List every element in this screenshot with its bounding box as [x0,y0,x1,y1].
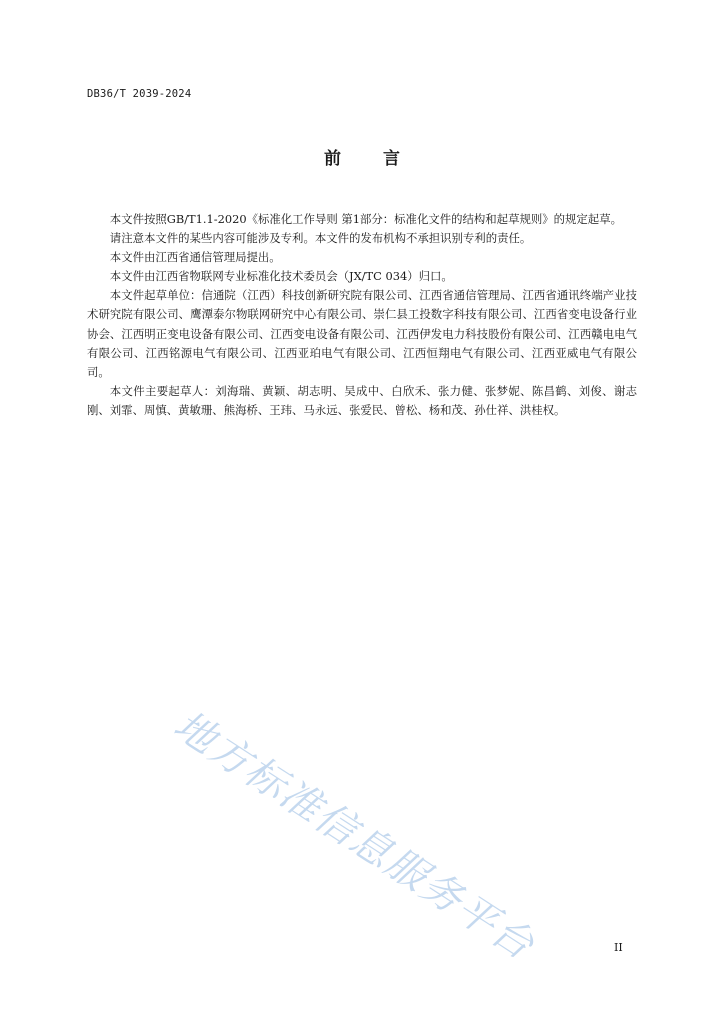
paragraph-proposer: 本文件由江西省通信管理局提出。 [109,250,281,265]
paragraph-drafters: 本文件主要起草人：刘海瑞、黄颖、胡志明、吴成中、白欣禾、张力健、张梦妮、陈昌鹤、刘俊、谢志刚、刘霏、周慎、黄敏珊、熊海桥、王玮、马永远、张爱民、曾松、杨和茂、孙仕祥、洪桂权。 [87,383,637,417]
document-code: DB36/T 2039-2024 [87,88,192,100]
watermark: 地方标准信息服务平台 [165,702,543,970]
paragraph-drafting-rules: 本文件按照GB/T1.1-2020《标准化工作导则 第1部分：标准化文件的结构和起草规则》的规定起草。 [109,212,622,226]
page-number: II [614,941,623,954]
paragraph-drafting-units: 本文件起草单位：信通院（江西）科技创新研究院有限公司、江西省通信管理局、江西省通讯终端产业技术研究院有限公司、鹰潭泰尔物联网研究中心有限公司、崇仁县工投数字科技有限公司、江西省变电设备行业协会、江西明正变电设备有限公司、江西变电设备有限公司、江西伊发电力科技股份有限公司、江西赣电电气有限公司、江西铭源电气有限公司、江西亚珀电气有限公司、江西恒翔电气有限公司、江西亚威电气有限公司。 [87,288,637,379]
paragraph-patent-notice: 请注意本文件的某些内容可能涉及专利。本文件的发布机构不承担识别专利的责任。 [109,231,532,246]
page-title: 前言 [324,149,442,169]
foreword-body [87,210,637,420]
paragraph-committee: 本文件由江西省物联网专业标准化技术委员会（JX/TC 034）归口。 [109,269,453,284]
